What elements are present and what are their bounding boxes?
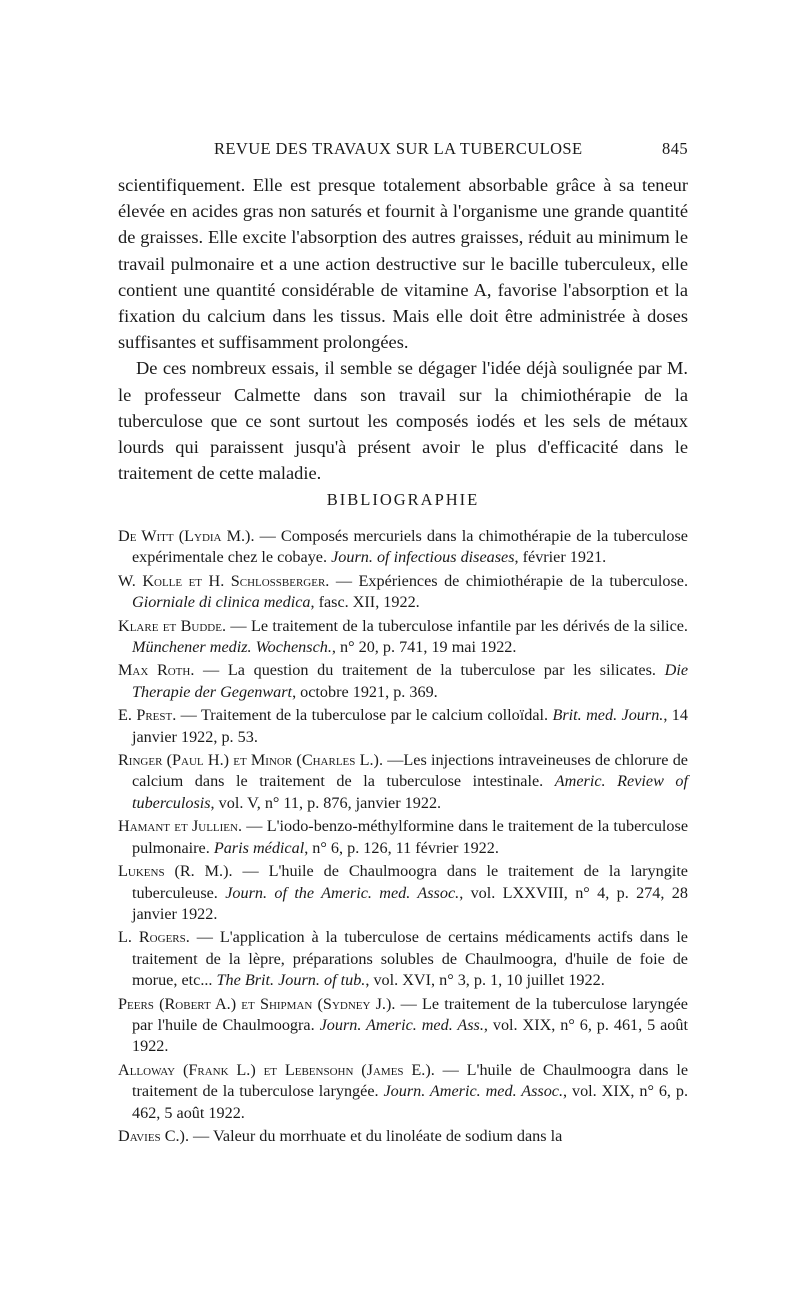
entry-journal: Giorniale di clinica medica — [132, 593, 311, 612]
entry-text: — L'application à la tuberculose de certains médicaments actifs dans le traitement de la lèpre, préparations solubles de Chaulmoogra, d'huile de foie de morue, etc... — [132, 928, 688, 990]
entry-tail: , vol. V, n° 11, p. 876, janvier 1922. — [210, 793, 442, 812]
bibliography-entry — [118, 927, 688, 991]
entry-journal: The Brit. Journ. of tub. — [216, 971, 366, 990]
bibliography-entry — [118, 616, 688, 659]
entry-author: Ringer (Paul H.) et Minor (Charles L.). — [118, 751, 383, 770]
entry-journal: Münchener mediz. Wochensch. — [132, 638, 332, 657]
paragraph: De ces nombreux essais, il semble se dégager l'idée déjà soulignée par M. le professeur Calmette dans son travail sur la chimiothérapie de la tuberculose que ce sont surtout les composés iodés et les sels de métaux lourds qui paraissent jusqu'à présent avoir le plus d'efficacité dans le traitement de cette maladie. — [118, 358, 688, 484]
entry-text: —Les injections intraveineuses de chlorure de calcium dans le traitement de la tuberculose intestinale. — [132, 751, 688, 791]
entry-author: De Witt (Lydia M.). — [118, 527, 255, 545]
running-title: REVUE DES TRAVAUX SUR LA TUBERCULOSE — [214, 139, 583, 158]
entry-journal: Americ. Review of tuberculosis — [132, 772, 689, 812]
entry-tail: , n° 6, p. 126, 11 février 1922. — [304, 838, 499, 857]
entry-tail: , vol. XIX, n° 6, p. 462, 5 août 1922. — [132, 1082, 688, 1122]
entry-text: — Composés mercuriels dans la chimothérapie de la tuberculose expérimentale chez le cobaye. — [132, 527, 688, 567]
entry-text: — Expériences de chimiothérapie de la tuberculose. — [329, 571, 688, 590]
bibliography-title: BIBLIOGRAPHIE — [326, 490, 480, 509]
bibliography-list — [118, 526, 688, 1149]
entry-author: Alloway (Frank L.) et Lebensohn (James E.). — [118, 1060, 435, 1079]
entry-tail: , février 1921. — [514, 548, 607, 567]
entry-journal: Journ. Americ. med. Assoc. — [383, 1082, 564, 1101]
entry-journal: Brit. med. Journ. — [552, 706, 664, 725]
bibliography-entry — [118, 816, 688, 859]
entry-journal: Journ. of infectious diseases — [331, 548, 515, 567]
entry-author: Peers (Robert A.) et Shipman (Sydney J.). — [118, 994, 396, 1013]
entry-tail: , vol. XIX, n° 6, p. 461, 5 août 1922. — [132, 1015, 688, 1056]
entry-tail: , octobre 1921, p. 369. — [292, 682, 438, 701]
bibliography-entry — [118, 660, 688, 703]
entry-author: Klare et Budde. — [118, 616, 227, 635]
entry-text: — L'huile de Chaulmoogra dans le traitement de la tuberculose laryngée. — [132, 1060, 689, 1101]
entry-author: Max Roth. — [118, 661, 195, 680]
entry-journal: Journ. Americ. med. Ass. — [319, 1015, 484, 1034]
entry-author: E. Prest. — [118, 706, 177, 725]
entry-author: Lukens (R. M.). — [118, 862, 233, 881]
bibliography-entry — [118, 1126, 688, 1147]
bibliography-entry — [118, 1060, 688, 1124]
entry-text: — Valeur du morrhuate et du linoléate de sodium dans la — [189, 1126, 563, 1145]
entry-author: L. Rogers. — [118, 928, 190, 947]
entry-author: Davies C.). — [118, 1126, 189, 1145]
entry-tail: , vol. LXXVIII, n° 4, p. 274, 28 janvier 1922. — [132, 883, 688, 923]
entry-text: — Le traitement de la tuberculose laryngée par l'huile de Chaulmoogra. — [132, 994, 688, 1034]
bibliography-entry — [118, 526, 688, 569]
entry-text: — L'huile de Chaulmoogra dans le traitement de la laryngite tuberculeuse. — [132, 862, 688, 902]
entry-tail: , n° 20, p. 741, 19 mai 1922. — [331, 638, 517, 657]
entry-text: — Le traitement de la tuberculose infantile par les dérivés de la silice. — [226, 616, 688, 635]
entry-text: — La question du traitement de la tuberculose par les silicates. — [194, 661, 665, 680]
entry-journal: Paris médical — [213, 838, 305, 857]
entry-journal: Die Therapie der Gegenwart — [132, 661, 688, 701]
entry-journal: Journ. of the Americ. med. Assoc. — [225, 883, 460, 902]
page-number: 845 — [662, 139, 688, 158]
bibliography-entry — [118, 705, 688, 748]
body-text — [118, 172, 688, 486]
bibliography-entry — [118, 571, 688, 614]
entry-author: Hamant et Jullien. — [118, 817, 243, 836]
paragraph: scientifiquement. Elle est presque totalement absorbable grâce à sa teneur élevée en acides gras non saturés et fournit à l'organisme une grande quantité de graisses. Elle excite l'absorption des autres graisses, réduit au minimum le travail pulmonaire et a une action destructive sur le bacille tuberculeux, elle contient une quantité considérable de vitamine A, favorise l'absorption et la fixation du calcium dans les tissus. Mais elle doit être administrée à doses suffisantes et suffisamment prolongées. — [118, 175, 688, 353]
bibliography-entry — [118, 750, 688, 814]
entry-author: W. Kolle et H. Schlossberger. — [118, 571, 330, 590]
entry-tail: , fasc. XII, 1922. — [310, 593, 420, 612]
bibliography-entry — [118, 861, 688, 925]
entry-text: — L'iodo-benzo-méthylformine dans le traitement de la tuberculose pulmonaire. — [132, 817, 689, 857]
bibliography-entry — [118, 994, 688, 1058]
entry-text: — Traitement de la tuberculose par le calcium colloïdal. — [176, 706, 553, 725]
entry-tail: , 14 janvier 1922, p. 53. — [132, 706, 688, 746]
entry-tail: , vol. XVI, n° 3, p. 1, 10 juillet 1922. — [365, 971, 605, 990]
